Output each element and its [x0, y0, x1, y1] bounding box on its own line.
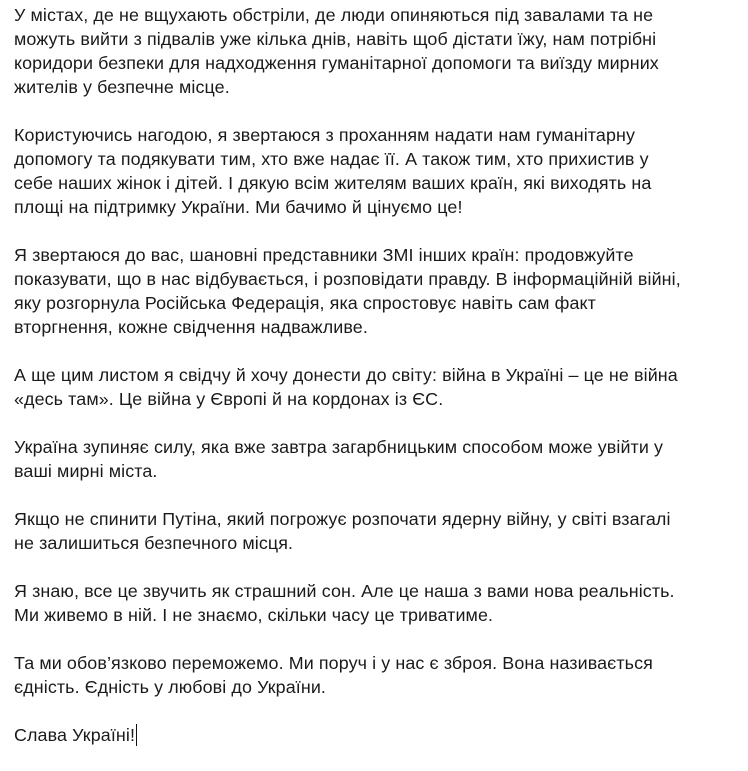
closing-paragraph[interactable] [14, 723, 738, 747]
paragraph-6 [14, 507, 738, 555]
text-line: вторгнення, кожне свідчення надважливе. [14, 317, 368, 337]
text-line: Я знаю, все це звучить як страшний сон. Але це наша з вами нова реальність. [14, 581, 675, 601]
text-line: Якщо не спинити Путіна, який погрожує розпочати ядерну війну, у світі взагалі [14, 509, 671, 529]
text-line: допомогу та подякувати тим, хто вже надає її. А також тим, хто прихистив у [14, 149, 649, 169]
letter-body [14, 3, 738, 771]
paragraph-1 [14, 3, 738, 99]
text-line: яку розгорнула Російська Федерація, яка спростовує навіть сам факт [14, 293, 596, 313]
paragraph-4 [14, 363, 738, 411]
text-line: жителів у безпечне місце. [14, 77, 230, 97]
text-line: себе наших жінок і дітей. І дякую всім жителям ваших країн, які виходять на [14, 173, 652, 193]
text-line: не залишиться безпечного місця. [14, 533, 294, 553]
text-line: «десь там». Це війна у Європі й на кордонах із ЄС. [14, 389, 444, 409]
paragraph-5 [14, 435, 738, 483]
text-line: У містах, де не вщухають обстріли, де люди опиняються під завалами та не [14, 5, 654, 25]
closing-text: Слава Україні! [14, 725, 136, 745]
paragraph-3 [14, 243, 738, 339]
text-line: площі на підтримку України. Ми бачимо й цінуємо це! [14, 197, 463, 217]
text-line: Я звертаюся до вас, шановні представники ЗМІ інших країн: продовжуйте [14, 245, 634, 265]
paragraph-2 [14, 123, 738, 219]
text-line: А ще цим листом я свідчу й хочу донести до світу: війна в Україні – це не війна [14, 365, 678, 385]
text-line: єдність. Єдність у любові до України. [14, 677, 326, 697]
closing-line[interactable] [14, 723, 137, 747]
text-line: Україна зупиняє силу, яка вже завтра загарбницьким способом може увійти у [14, 437, 664, 457]
paragraph-8 [14, 651, 738, 699]
paragraph-7 [14, 579, 738, 627]
text-line: Та ми обов’язково переможемо. Ми поруч і у нас є зброя. Вона називається [14, 653, 653, 673]
text-line: ваші мирні міста. [14, 461, 158, 481]
text-cursor [136, 724, 137, 746]
text-line: Користуючись нагодою, я звертаюся з проханням надати нам гуманітарну [14, 125, 636, 145]
text-line: показувати, що в нас відбувається, і розповідати правду. В інформаційній війні, [14, 269, 681, 289]
text-line: коридори безпеки для надходження гуманітарної допомоги та виїзду мирних [14, 53, 659, 73]
text-line: можуть вийти з підвалів уже кілька днів, навіть щоб дістати їжу, нам потрібні [14, 29, 657, 49]
text-line: Ми живемо в ній. І не знаємо, скільки часу це триватиме. [14, 605, 494, 625]
